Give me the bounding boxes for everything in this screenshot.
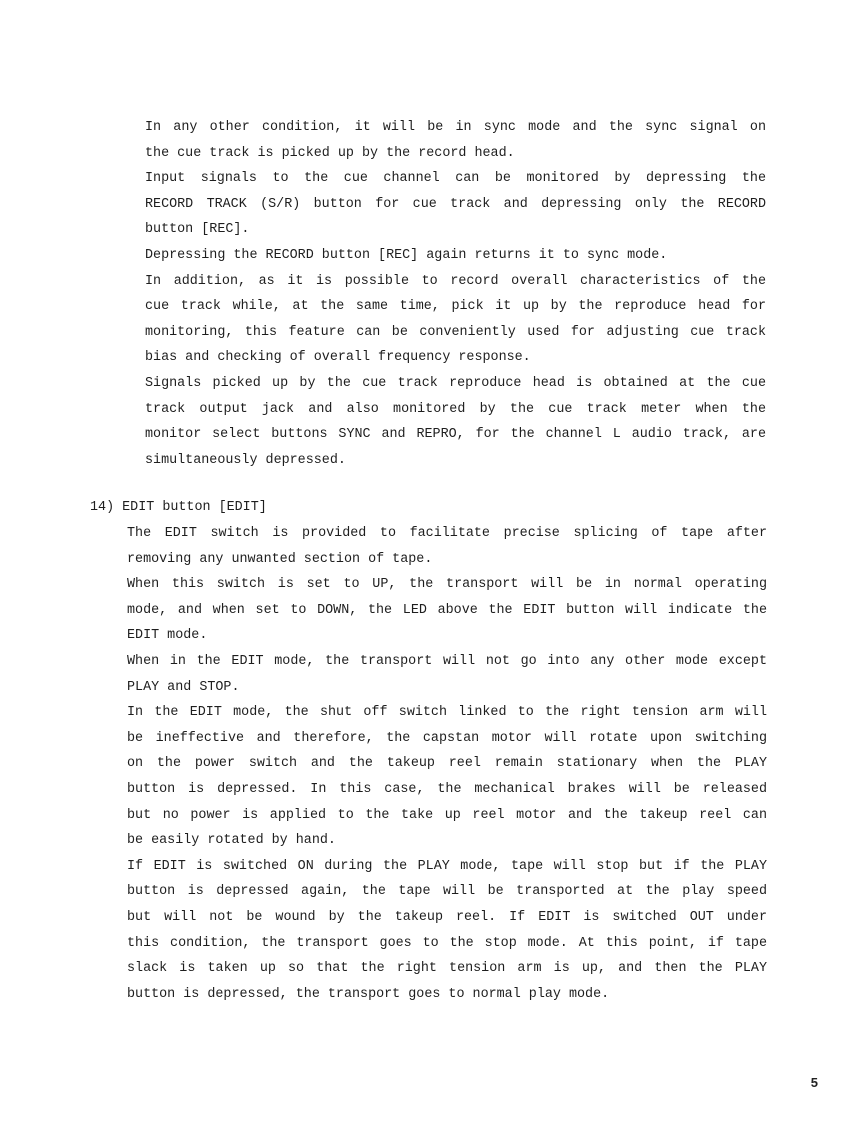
text-line: track output jack and also monitored by the cue track meter when the <box>145 401 766 417</box>
section-heading-edit-button: 14) EDIT button [EDIT] <box>90 500 267 515</box>
text-line: In any other condition, it will be in sync mode and the sync signal on <box>145 120 766 135</box>
text-line: be easily rotated by hand. <box>127 833 336 849</box>
text-line: EDIT mode. <box>127 628 208 644</box>
paragraph-input-monitoring <box>145 166 766 243</box>
lower-text-block <box>127 521 767 1007</box>
text-line: button is depressed, the transport goes to normal play mode. <box>127 986 610 1002</box>
text-line: RECORD TRACK (S/R) button for cue track and depressing only the RECORD <box>145 196 766 212</box>
paragraph-edit-switch-position <box>127 572 767 649</box>
text-line: on the power switch and the takeup reel remain stationary when the PLAY <box>127 756 767 772</box>
text-line: this condition, the transport goes to the stop mode. At this point, if tape <box>127 935 767 951</box>
paragraph-overall-characteristics <box>145 269 766 371</box>
paragraph-edit-purpose <box>127 521 767 572</box>
text-line: PLAY and STOP. <box>127 679 240 695</box>
text-line: In addition, as it is possible to record overall characteristics of the <box>145 273 766 289</box>
text-line: but no power is applied to the take up reel motor and the takeup reel can <box>127 807 767 823</box>
text-line: monitoring, this feature can be conveniently used for adjusting cue track <box>145 324 766 340</box>
paragraph-edit-mode-limits <box>127 649 767 700</box>
text-line: In the EDIT mode, the shut off switch linked to the right tension arm will <box>127 705 767 721</box>
text-line: If EDIT is switched ON during the PLAY mode, tape will stop but if the PLAY <box>127 858 767 874</box>
text-line: bias and checking of overall frequency response. <box>145 350 531 366</box>
page-number: 5 <box>810 1075 818 1090</box>
text-line: button is depressed. In this case, the mechanical brakes will be released <box>127 781 767 797</box>
text-line: the cue track is picked up by the record head. <box>145 145 515 161</box>
text-line: mode, and when set to DOWN, the LED above the EDIT button will indicate the <box>127 602 767 618</box>
paragraph-edit-during-play <box>127 854 767 1008</box>
text-line: Input signals to the cue channel can be monitored by depressing the <box>145 171 766 187</box>
paragraph-cue-output <box>145 371 766 473</box>
text-line: monitor select buttons SYNC and REPRO, for the channel L audio track, are <box>145 427 766 443</box>
upper-text-block <box>145 115 766 473</box>
text-line: Depressing the RECORD button [REC] again returns it to sync mode. <box>145 247 668 263</box>
text-line: button [REC]. <box>145 222 250 238</box>
text-line: When in the EDIT mode, the transport will not go into any other mode except <box>127 653 767 669</box>
text-line: cue track while, at the same time, pick it up by the reproduce head for <box>145 299 766 315</box>
paragraph-sync-mode <box>145 115 766 166</box>
text-line: removing any unwanted section of tape. <box>127 551 433 567</box>
text-line: The EDIT switch is provided to facilitate precise splicing of tape after <box>127 526 767 541</box>
text-line: slack is taken up so that the right tension arm is up, and then the PLAY <box>127 961 767 977</box>
text-line: When this switch is set to UP, the transport will be in normal operating <box>127 577 767 593</box>
text-line: Signals picked up by the cue track reproduce head is obtained at the cue <box>145 375 766 391</box>
text-line: but will not be wound by the takeup reel. If EDIT is switched OUT under <box>127 909 767 925</box>
text-line: be ineffective and therefore, the capstan motor will rotate upon switching <box>127 730 767 746</box>
paragraph-return-sync <box>145 243 766 269</box>
text-line: button is depressed again, the tape will be transported at the play speed <box>127 884 767 900</box>
paragraph-tension-arm <box>127 700 767 854</box>
text-line: simultaneously depressed. <box>145 452 346 468</box>
